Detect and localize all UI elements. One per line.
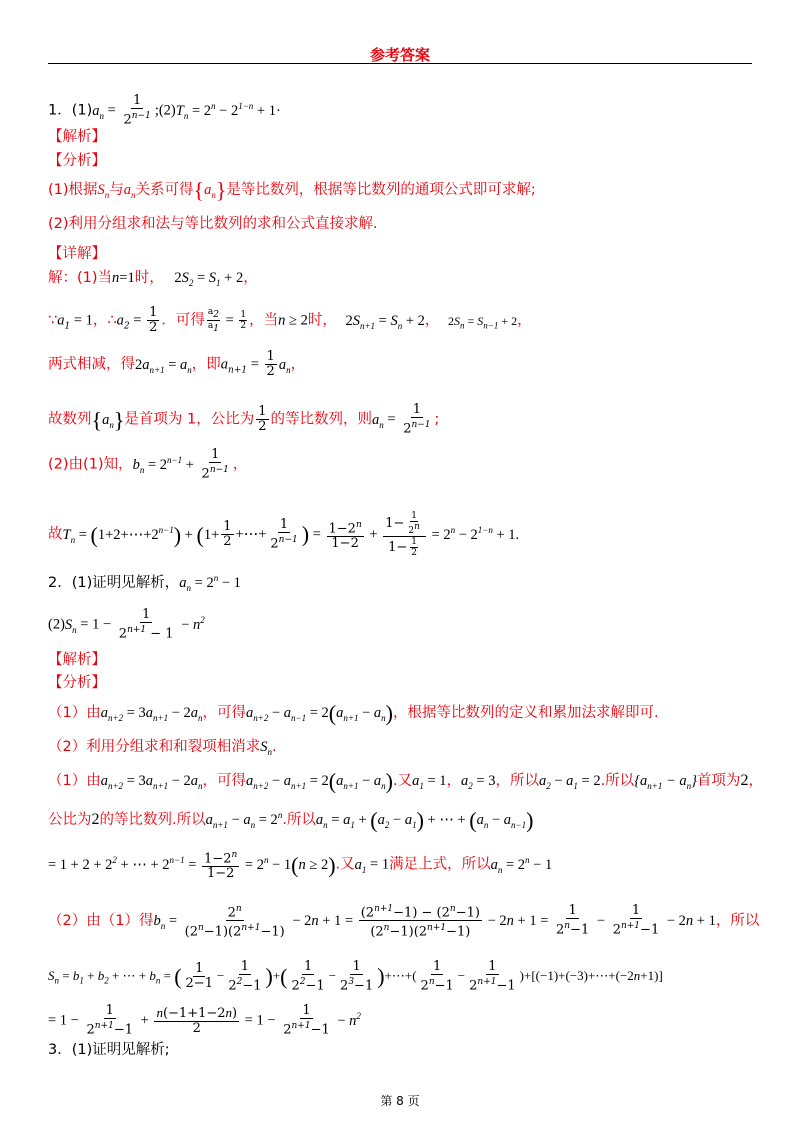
q2-answer-1: 2．(1)证明见解析，$a_n = 2^n - 1$ bbox=[48, 573, 241, 593]
q1-answer: 1．$(1)a_n$ = $\frac{1}{2^{n-1}}$ $;(2)T_n = 2^n - 2^{1-n} + 1\cdot$ bbox=[48, 93, 281, 128]
q1-step-2: $\because a_1 = 1$，$\therefore a_2$ = $\frac{1}{2}$ ．可得 $\frac{a_2}{a_1}$ = $\frac{1}{2}$ ，当n ≥ 2时， $2S_{n+1} = S_n + 2$， $2S_n = S_{n-1} + 2$， bbox=[48, 305, 532, 335]
q2-tag-fenxi: 【分析】 bbox=[48, 675, 106, 691]
q2-detail-6: = 1 − $\frac{1}{2^{n+1}-1}$ + $\frac{n(-1+1-2n)}{2}$ = 1 − $\frac{1}{2^{n+1}-1}$ − $n^2$ bbox=[48, 1003, 361, 1038]
page-number: 第 8 页 bbox=[380, 1094, 420, 1108]
q1-tag-jiexi: 【解析】 bbox=[48, 129, 106, 145]
q1-step-6: 故$T_n$ = $(1+2+\cdots+2^{n-1}) + (1+$ $\frac{1}{2}$ +⋯+ $\frac{1}{2^{n-1}}$ ) = $\frac{1-2^n}{1-2}$ + 1− $\frac{1}{2^n}$ 1− $\frac{1}{2}$ = $2^n - 2^{1-n} + 1$. bbox=[48, 511, 520, 558]
header-rule bbox=[48, 63, 752, 64]
q2-analysis-2: （2）利用分组求和和裂项相消求$S_n$. bbox=[48, 739, 277, 757]
q1-step-3: 两式相减，得$2a_{n+1} = a_n$，即$a_{n+1}$ = $\frac{1}{2}$ $a_n$， bbox=[48, 349, 306, 379]
q2-detail-5: $S_n = b_1 + b_2$ + ⋯ + $b_n$ = ( $\frac{1}{2-1}$ − $\frac{1}{2^2-1}$ )+( $\frac{1}{2^2-1}$ − $\frac{1}{2^3-1}$ )+⋯+( $\frac{1}{2^n-1}$ − $\frac{1}{2^{n+1}-1}$ )+[(−1)+(−3)+⋯+(−2n+1)] bbox=[48, 959, 663, 994]
q2-detail-4: （2）由（1）得$b_n$ = $\frac{2^n}{(2^n-1)(2^{n+1}-1)}$ − 2n + 1 = $\frac{(2^{n+1}-1) - (2^n-1)}{(2^n-1)(2^{n+1}-1)}$ − 2n + 1 = $\frac{1}{2^n-1}$ − $\frac{1}{2^{n+1}-1}$ − 2n + 1，所以 bbox=[48, 903, 760, 940]
q2-analysis-1: （1）由$a_{n+2} = 3a_{n+1} - 2a_n$，可得$a_{n+2} - a_{n-1} = 2(a_{n+1} - a_n)$，根据等比数列的定义和累加法求解即可. bbox=[48, 700, 659, 726]
q1-analysis-1: (1)根据$S_n$与$a_n$关系可得$\{a_n\}$是等比数列，根据等比数列的通项公式即可求解; bbox=[48, 177, 536, 203]
q2-tag-jiexi: 【解析】 bbox=[48, 652, 106, 668]
q2-detail-2: 公比为2的等比数列.所以$a_{n+1} - a_n = 2^n$.所以$a_n = a_1 + (a_2 - a_1)$ + ⋯ + $(a_n - a_{n-1})$ bbox=[48, 807, 534, 833]
q1-analysis-2: (2)利用分组求和法与等比数列的求和公式直接求解. bbox=[48, 216, 378, 232]
q3-answer: 3．(1)证明见解析; bbox=[48, 1042, 170, 1058]
page-title: 参考答案 bbox=[369, 46, 430, 64]
q2-answer-2: $(2)S_n = 1$ − $\frac{1}{2^{n+1} - 1}$ − $n^2$ bbox=[48, 607, 205, 642]
q2-detail-1: （1）由$a_{n+2} = 3a_{n+1} - 2a_n$，可得$a_{n+2} - a_{n+1} = 2(a_{n+1} - a_n)$.又$a_1 = 1$，$a_2 = 3$，所以$a_2 - a_1 = 2$.所以$\{a_{n+1} - a_n\}$首项为2， bbox=[48, 768, 763, 794]
q1-tag-xiangjie: 【详解】 bbox=[48, 246, 106, 262]
q1-step-4: 故数列$\{a_n\}$是首项为 1，公比为 $\frac{1}{2}$ 的等比数列，则$a_n$ = $\frac{1}{2^{n-1}}$ ; bbox=[48, 402, 440, 437]
q1-tag-fenxi: 【分析】 bbox=[48, 153, 106, 169]
q1-step-5: (2)由(1)知，$b_n = 2^{n-1}$ + $\frac{1}{2^{n-1}}$ ， bbox=[48, 447, 248, 482]
q2-detail-3: = $1 + 2 + 2^2$ + ⋯ + $2^{n-1}$ = $\frac{1-2^n}{1-2}$ = $2^n - 1(n \ge 2)$.又$a_1 = 1$满足上式，所以$a_n = 2^n - 1$ bbox=[48, 850, 553, 882]
q1-step-1: 解：(1)当n=1时， $2S_2 = S_1 + 2$， bbox=[48, 270, 258, 288]
